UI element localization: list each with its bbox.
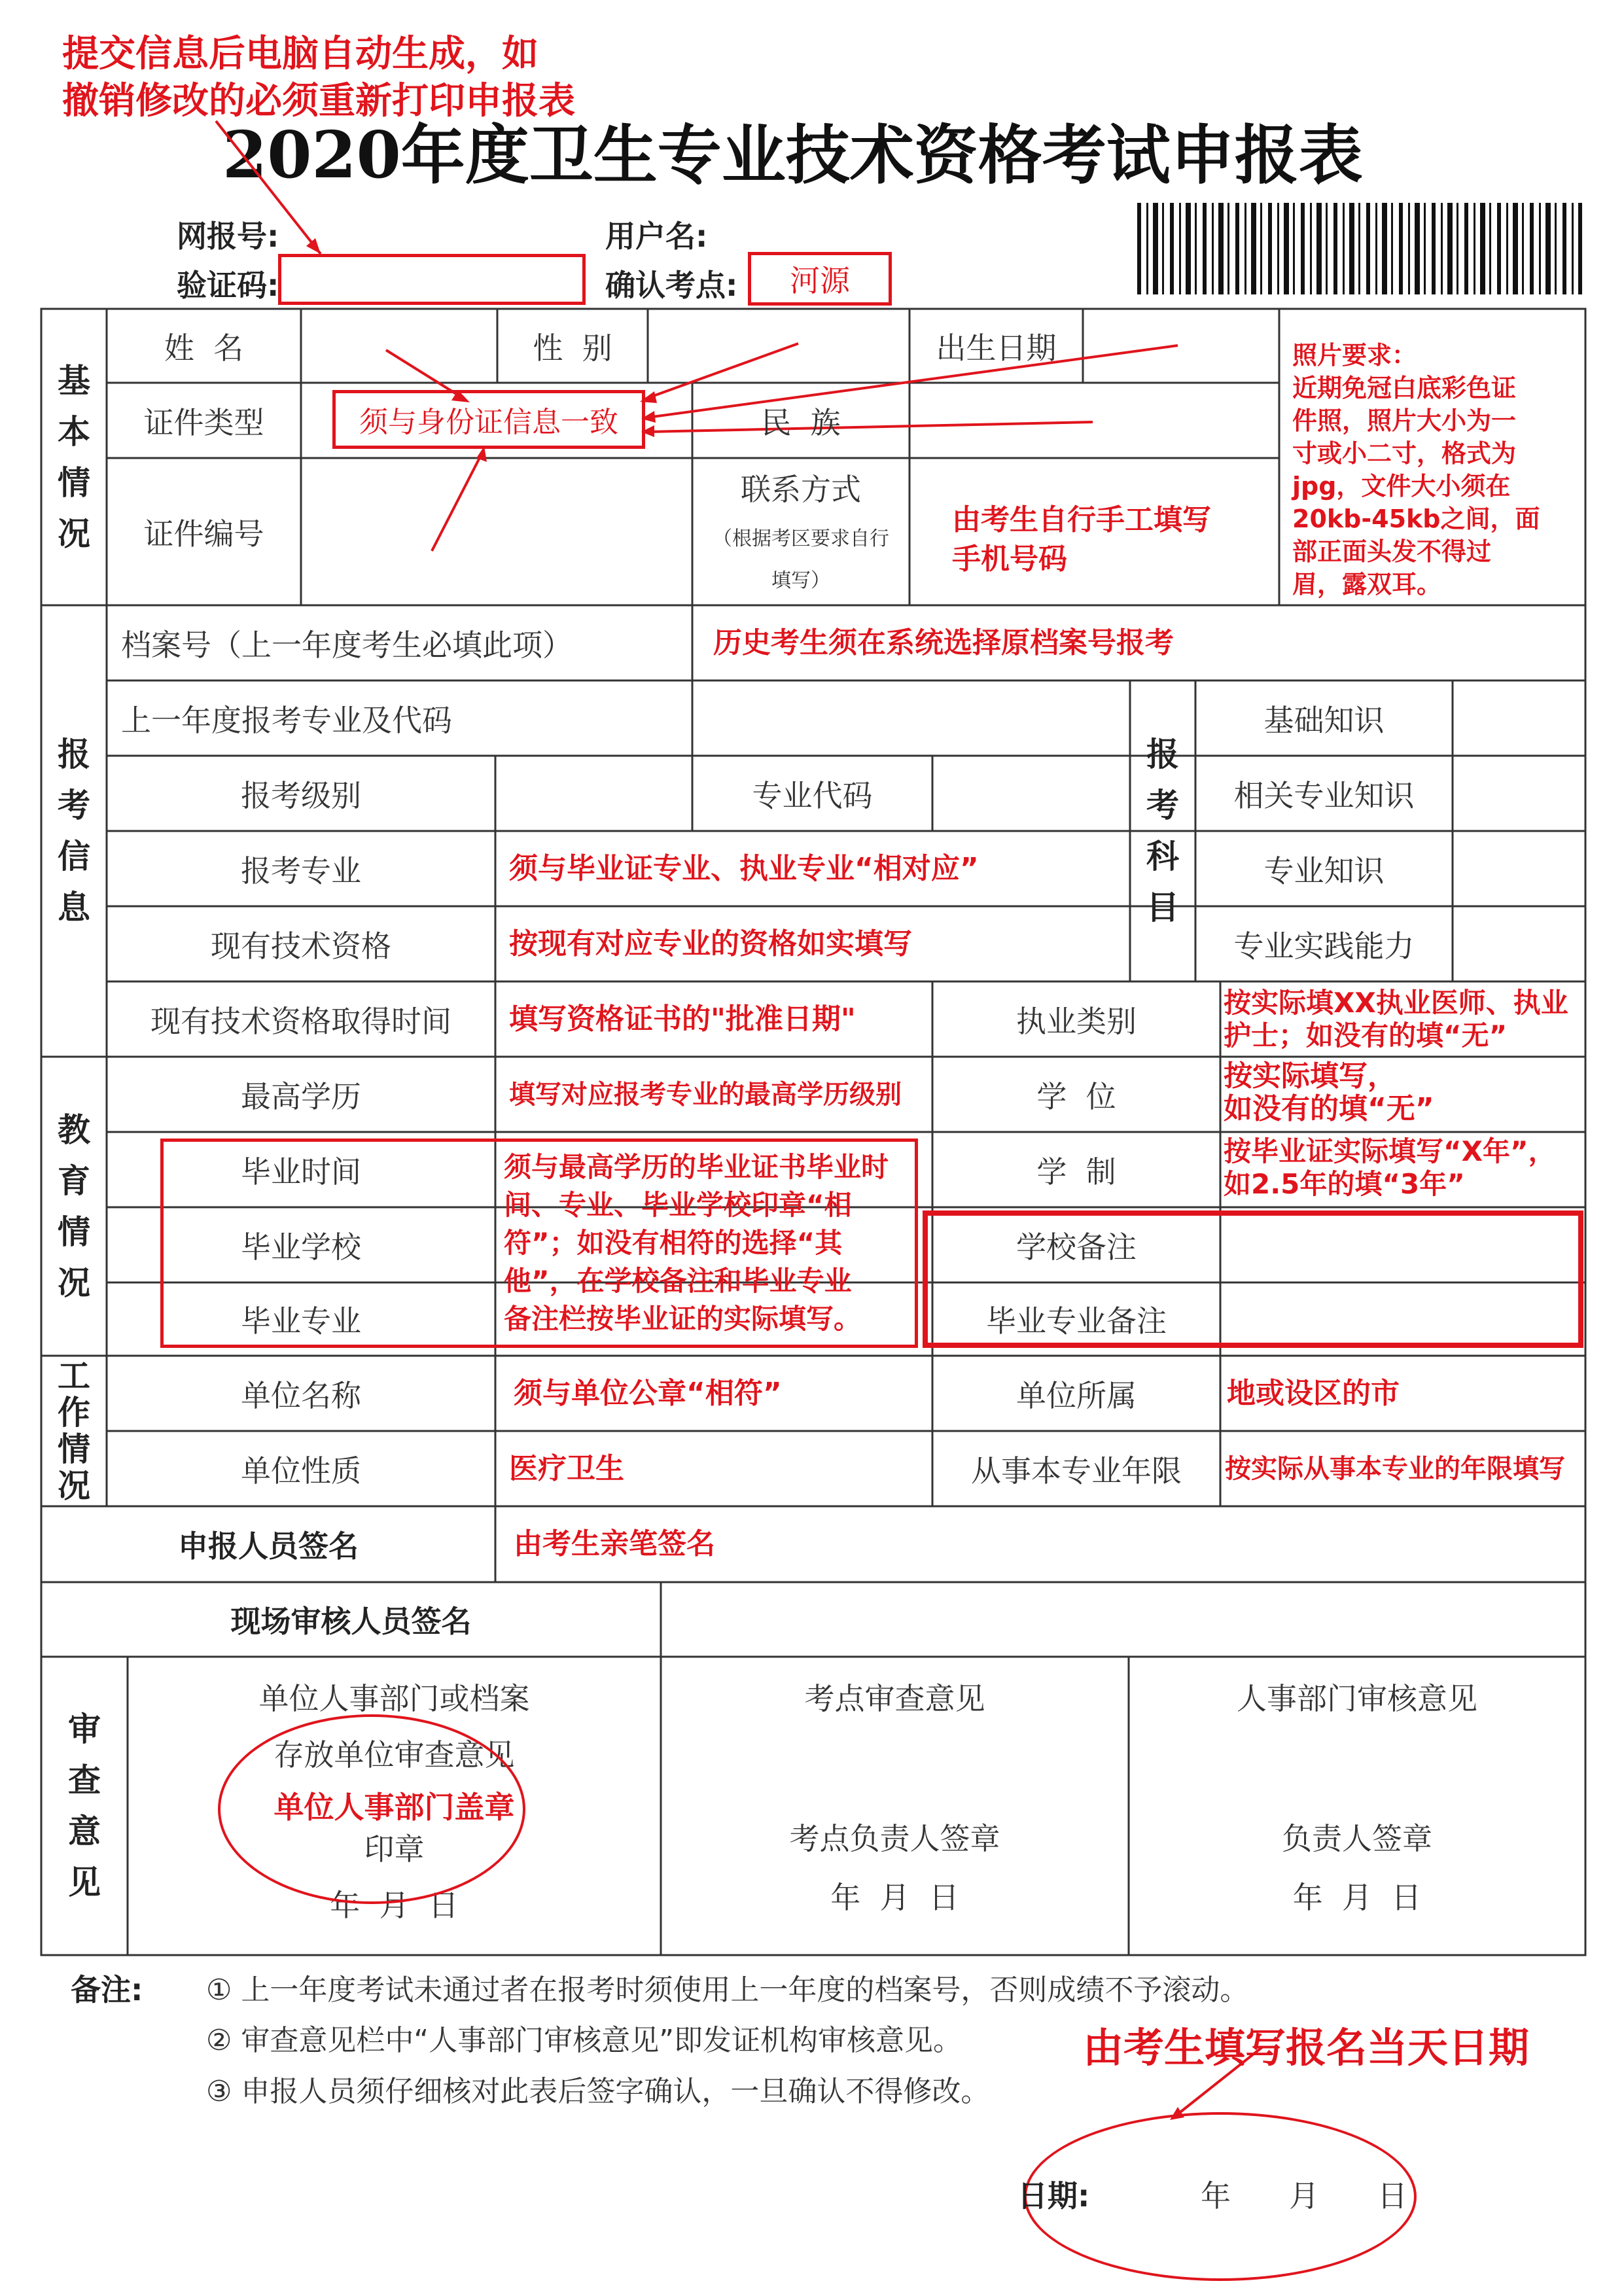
date-month: 月 <box>1289 2178 1319 2214</box>
remark-2: ② 审查意见栏中“人事部门审核意见”即发证机构审核意见。 <box>206 2024 962 2057</box>
subject-major: 专业知识 <box>1263 853 1385 889</box>
photo-note: 照片要求： 近期免冠白底彩色证 件照，照片大小为一 寸或小二寸，格式为 jpg，文件大小须在 20kb-45kb之间，面 部正面头发不得过 眉，露双耳。 <box>1292 341 1540 599</box>
years-note: 按实际从事本专业的年限填写 <box>1225 1453 1565 1484</box>
unit-belong-note: 地或设区的市 <box>1227 1376 1400 1410</box>
subject-related: 相关专业知识 <box>1233 777 1415 813</box>
section-apply: 报考信息 <box>58 735 90 927</box>
unit-type-note: 医疗卫生 <box>509 1451 624 1485</box>
section-education: 教育情况 <box>58 1110 90 1302</box>
remark-3: ③ 申报人员须仔细核对此表后签字确认，一旦确认不得修改。 <box>206 2075 990 2108</box>
date-note: 由考生填写报名当天日期 <box>1083 2024 1530 2072</box>
top-note-line-2: 撤销修改的必须重新打印申报表 <box>62 80 575 122</box>
contact-label: 联系方式 <box>741 472 861 507</box>
reviewer-sign-label: 现场审核人员签名 <box>230 1604 472 1639</box>
degree-note: 按实际填写， 如没有的填“无” <box>1224 1059 1434 1125</box>
section-work: 工作情况 <box>58 1357 90 1505</box>
section-subjects: 报考科目 <box>1146 735 1179 927</box>
grad-note: 须与最高学历的毕业证书毕业时 间、专业、毕业学校印章“相 符”；如没有相符的选择“其 他”，在学校备注和毕业专业 备注栏按毕业证的实际填写。 <box>504 1151 889 1335</box>
gender-label: 性 别 <box>533 330 612 366</box>
school-remark-label: 学校备注 <box>1016 1229 1137 1265</box>
id-match-note-box <box>332 390 645 449</box>
major-code-label: 专业代码 <box>752 777 873 813</box>
section-review: 审查意见 <box>68 1710 101 1901</box>
system-label: 学 制 <box>1036 1154 1116 1190</box>
degree-label: 学 位 <box>1036 1078 1116 1114</box>
hr-seal: 负责人签章 <box>1282 1821 1432 1856</box>
site-date: 年 月 日 <box>830 1880 959 1915</box>
unit-date: 年 月 日 <box>330 1888 459 1923</box>
remarks-label: 备注: <box>71 1972 143 2007</box>
birth-label: 出生日期 <box>936 330 1057 366</box>
qual-time-label: 现有技术资格取得时间 <box>150 1003 451 1039</box>
remark-1: ① 上一年度考试未通过者在报考时须使用上一年度的档案号，否则成绩不予滚动。 <box>206 1973 1249 2007</box>
contact-cell <box>692 458 909 605</box>
practice-label: 执业类别 <box>1016 1003 1137 1039</box>
file-no-label: 档案号（上一年度考生必填此项） <box>121 627 573 663</box>
date-label: 日期: <box>1017 2178 1090 2214</box>
contact-note: 由考生自行手工填写 手机号码 <box>952 503 1211 576</box>
file-no-note: 历史考生须在系统选择原档案号报考 <box>713 626 1174 660</box>
top-note-line-1: 提交信息后电脑自动生成，如 <box>62 33 538 75</box>
qual-time-note: 填写资格证书的"批准日期" <box>509 1002 856 1036</box>
hr-date: 年 月 日 <box>1292 1880 1422 1915</box>
applicant-sign-note: 由考生亲笔签名 <box>514 1527 715 1561</box>
page-title: 2020年度卫生专业技术资格考试申报表 <box>222 118 1363 193</box>
exam-site-value: 河源 <box>790 263 850 298</box>
system-note: 按毕业证实际填写“X年”， 如2.5年的填“3年” <box>1224 1135 1556 1200</box>
name-label: 姓 名 <box>164 330 244 366</box>
date-day: 日 <box>1377 2178 1407 2214</box>
level-label: 报考级别 <box>241 777 361 813</box>
exam-site-label: 确认考点: <box>605 268 738 303</box>
major-note: 须与毕业证专业、执业专业“相对应” <box>509 851 979 885</box>
unit-name-note: 须与单位公章“相符” <box>514 1376 782 1410</box>
section-basic: 基本情况 <box>58 361 90 553</box>
unit-belong-label: 单位所属 <box>1016 1377 1137 1413</box>
years-label: 从事本专业年限 <box>971 1453 1182 1489</box>
unit-review-cell: 单位人事部门或档案 存放单位审查意见 单位人事部门盖章 印章 年 月 日 <box>128 1657 661 1955</box>
unit-seal: 印章 <box>364 1831 425 1867</box>
web-no-label: 网报号: <box>177 219 279 254</box>
unit-stamp-circle <box>218 1714 525 1904</box>
username-label: 用户名: <box>605 219 708 254</box>
practice-note: 按实际填XX执业医师、执业 护士；如没有的填“无” <box>1224 987 1568 1051</box>
grad-major-label: 毕业专业 <box>241 1303 361 1339</box>
id-type-label: 证件类型 <box>143 404 264 440</box>
verify-code-label: 验证码: <box>177 268 279 303</box>
unit-stamp-note: 单位人事部门盖章 <box>274 1790 515 1825</box>
grad-school-label: 毕业学校 <box>241 1229 361 1265</box>
subject-basic: 基础知识 <box>1263 702 1385 738</box>
grad-time-label: 毕业时间 <box>241 1154 361 1190</box>
remark-box <box>923 1210 1583 1348</box>
site-review-cell: 考点审查意见 考点负责人签章 年 月 日 <box>661 1657 1129 1955</box>
qual-note: 按现有对应专业的资格如实填写 <box>509 927 912 961</box>
unit-name-label: 单位名称 <box>241 1377 361 1413</box>
major-label: 报考专业 <box>241 853 361 889</box>
hr-review-cell: 人事部门审核意见 负责人签章 年 月 日 <box>1129 1657 1585 1955</box>
ethnic-label: 民 族 <box>761 404 841 440</box>
major-remark-label: 毕业专业备注 <box>986 1303 1167 1339</box>
date-year: 年 <box>1201 2178 1231 2214</box>
id-no-label: 证件编号 <box>143 516 264 552</box>
id-match-note: 须与身份证信息一致 <box>359 406 618 439</box>
contact-sub-2: 填写） <box>771 569 830 592</box>
subject-practice: 专业实践能力 <box>1233 928 1415 964</box>
site-seal: 考点负责人签章 <box>789 1821 1000 1856</box>
qual-label: 现有技术资格 <box>211 928 391 964</box>
unit-type-label: 单位性质 <box>241 1453 361 1489</box>
degree-top-label: 最高学历 <box>241 1078 361 1114</box>
contact-sub-1: （根据考区要求自行 <box>713 527 889 550</box>
prev-major-label: 上一年度报考专业及代码 <box>121 702 452 738</box>
applicant-sign-label: 申报人员签名 <box>178 1528 359 1564</box>
degree-top-note: 填写对应报考专业的最高学历级别 <box>509 1079 902 1110</box>
